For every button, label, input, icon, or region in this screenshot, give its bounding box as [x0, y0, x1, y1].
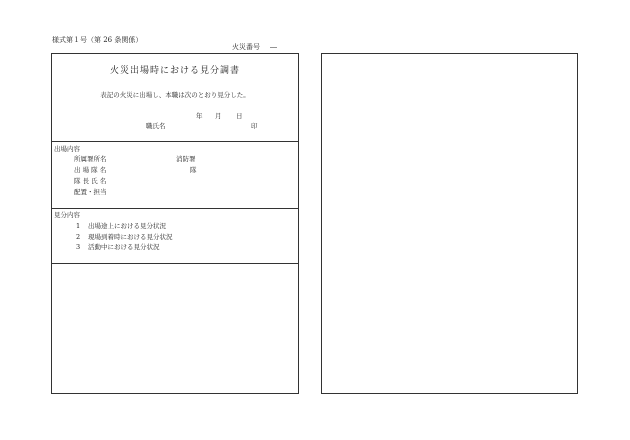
fire-number-label: 火災番号 [232, 43, 260, 51]
inspection-item-text: 活動中における見分状況 [88, 243, 160, 251]
inspection-item-number: 2 [76, 233, 81, 241]
inspection-item-text: 現場到着時における見分状況 [88, 233, 173, 241]
inspection-section-heading: 見分内容 [54, 211, 80, 219]
inspection-item-number: 1 [76, 222, 81, 230]
dispatch-row-label: 出 場 隊 名 [74, 166, 107, 174]
section-divider-2 [51, 208, 299, 209]
section-divider-1 [51, 141, 299, 142]
dispatch-row-label: 所属署所名 [74, 155, 107, 163]
date-month-label: 月 [215, 112, 222, 120]
intro-text: 表記の火災に出場し、本職は次のとおり見分した。 [100, 91, 250, 99]
date-day-label: 日 [236, 112, 243, 120]
continuation-page [321, 53, 578, 394]
seal-mark: 印 [251, 122, 258, 130]
inspection-item-number: 3 [76, 243, 81, 251]
dispatch-section-heading: 出場内容 [54, 145, 80, 153]
inspection-item-text: 出場途上における見分状況 [88, 222, 166, 230]
form-number: 様式第１号（第 26 条関係） [52, 36, 143, 44]
date-year-label: 年 [196, 112, 203, 120]
dispatch-row-value: 隊 [190, 166, 197, 174]
dispatch-row-label: 隊 長 氏 名 [74, 177, 107, 185]
official-name-label: 職氏名 [146, 122, 166, 130]
dispatch-row-label: 配置・担当 [74, 188, 107, 196]
form-title: 火災出場時における見分調書 [109, 66, 240, 76]
section-divider-3 [51, 263, 299, 264]
fire-number-value: ― [270, 43, 277, 51]
dispatch-row-value: 消防署 [176, 155, 196, 163]
